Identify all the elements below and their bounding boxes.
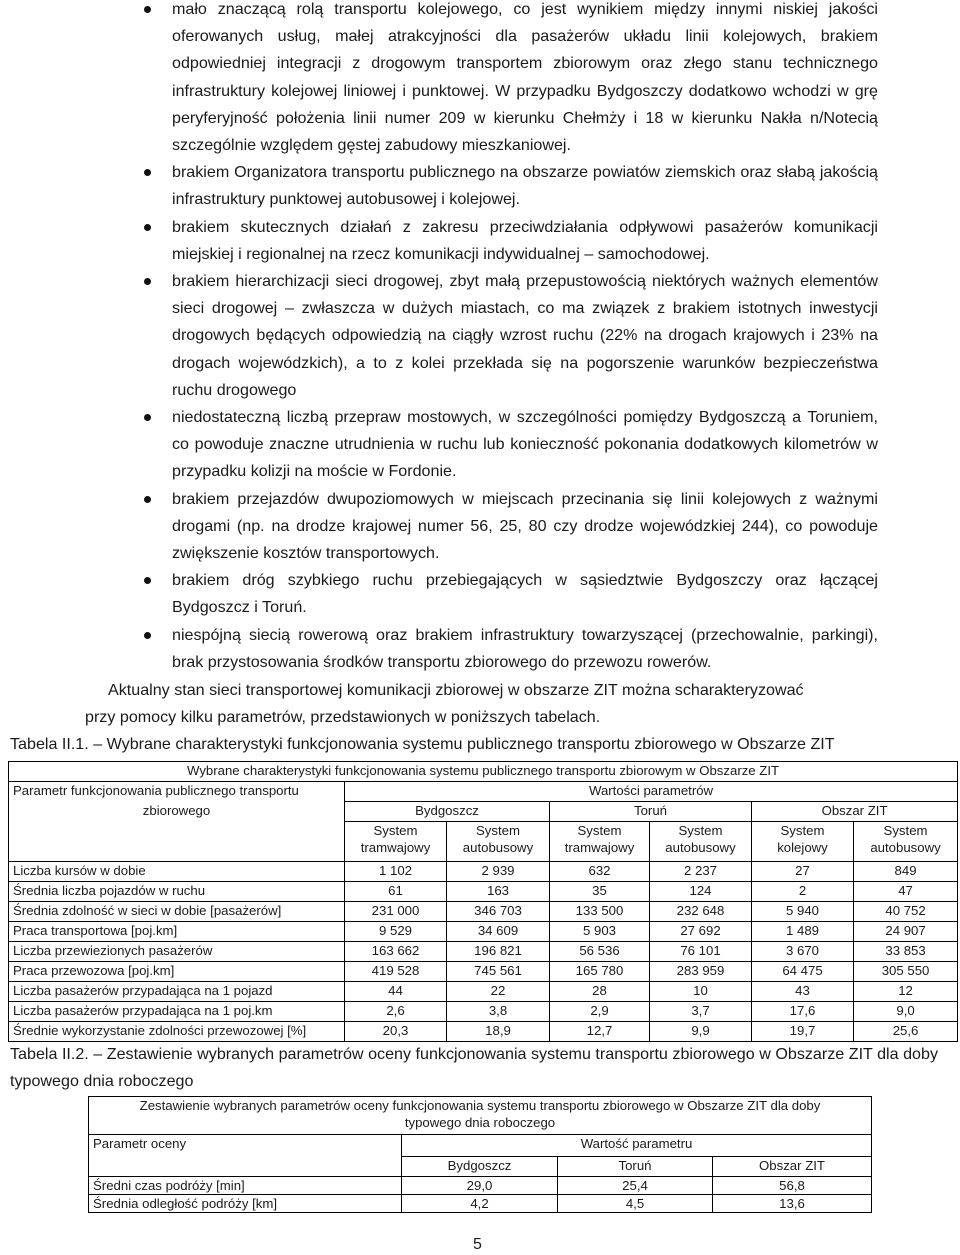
row-value: 19,7: [752, 1022, 854, 1042]
row-value: 9,0: [854, 1002, 958, 1022]
bullet-item: niedostateczną liczbą przepraw mostowych, w szczególności pomiędzy Bydgoszczą a Toruniem, co powoduje znaczne utrudnienia w ruchu lub konieczność pokonania dodatkowych kilometrów w przypadku kolizji na moście w Fordonie.: [140, 404, 878, 486]
row-value: 4,2: [402, 1195, 558, 1213]
row-value: 231 000: [345, 902, 447, 922]
row-value: 346 703: [447, 902, 550, 922]
row-value: 9,9: [650, 1022, 752, 1042]
system-word: System: [577, 823, 622, 838]
system-type: autobusowy: [462, 840, 534, 855]
row-value: 12,7: [550, 1022, 650, 1042]
row-value: 34 609: [447, 922, 550, 942]
table-row: [89, 1177, 872, 1195]
row-value: 24 907: [854, 922, 958, 942]
table-row: [9, 902, 958, 922]
table1-region: Obszar ZIT: [752, 802, 958, 822]
system-word: System: [476, 823, 520, 838]
table-evaluation-parameters: [88, 1096, 872, 1213]
system-type: autobusowy: [665, 840, 736, 855]
table2-value-header: Wartość parametru: [402, 1135, 872, 1157]
table2-title: [89, 1097, 872, 1135]
table1-system-header: [854, 822, 958, 862]
system-type: autobusowy: [870, 840, 941, 855]
row-value: 17,6: [752, 1002, 854, 1022]
row-label: Średni czas podróży [min]: [89, 1177, 402, 1195]
row-value: 13,6: [713, 1195, 872, 1213]
row-value: 76 101: [650, 942, 752, 962]
row-label: Średnia liczba pojazdów w ruchu: [9, 882, 345, 902]
table1-system-header: [550, 822, 650, 862]
system-word: System: [678, 823, 723, 838]
row-label: Średnia odległość podróży [km]: [89, 1195, 402, 1213]
table-row: [9, 1002, 958, 1022]
table2-caption: Tabela II.2. – Zestawienie wybranych parametrów oceny funkcjonowania systemu transportu zbiorowego w Obszarze ZIT dla doby typowego dnia roboczego: [10, 1045, 938, 1090]
system-word: System: [883, 823, 928, 838]
table-row: [9, 922, 958, 942]
table-row: [9, 1022, 958, 1042]
row-label: Średnie wykorzystanie zdolności przewozowej [%]: [9, 1022, 345, 1042]
table-row: [9, 982, 958, 1002]
table-row: [9, 862, 958, 882]
row-value: 3 670: [752, 942, 854, 962]
bullet-item: brakiem skutecznych działań z zakresu przeciwdziałania odpływowi pasażerów komunikacji miejskiej i regionalnej na rzecz komunikacji indywidualnej – samochodowej.: [140, 214, 878, 268]
table1-system-header: [752, 822, 854, 862]
table2-empty-cell: [89, 1157, 402, 1177]
table1-system-header: [345, 822, 447, 862]
row-value: 632: [550, 862, 650, 882]
row-value: 163 662: [345, 942, 447, 962]
table1-system-header: [447, 822, 550, 862]
row-value: 43: [752, 982, 854, 1002]
row-value: 124: [650, 882, 752, 902]
row-value: 9 529: [345, 922, 447, 942]
system-type: tramwajowy: [360, 840, 431, 855]
row-value: 27: [752, 862, 854, 882]
table2-title-line2: typowego dnia roboczego: [404, 1115, 556, 1130]
bullet-item: brakiem Organizatora transportu publicznego na obszarze powiatów ziemskich oraz słabą jakością infrastruktury punktowej autobusowej i kolejowej.: [140, 159, 878, 213]
table1-system-header: [650, 822, 752, 862]
row-value: 28: [550, 982, 650, 1002]
row-label: Liczba przewiezionych pasażerów: [9, 942, 345, 962]
row-label: Liczba pasażerów przypadająca na 1 pojazd: [9, 982, 345, 1002]
row-value: 165 780: [550, 962, 650, 982]
row-value: 12: [854, 982, 958, 1002]
row-value: 2: [752, 882, 854, 902]
row-value: 22: [447, 982, 550, 1002]
table1-param-header: Parametr funkcjonowania publicznego transportu: [9, 782, 345, 802]
row-value: 25,6: [854, 1022, 958, 1042]
row-value: 5 940: [752, 902, 854, 922]
row-value: 2,6: [345, 1002, 447, 1022]
row-value: 305 550: [854, 962, 958, 982]
table1-param-header-cont: zbiorowego: [9, 802, 345, 822]
row-value: 2 939: [447, 862, 550, 882]
table-row: [9, 942, 958, 962]
bullet-item: brakiem dróg szybkiego ruchu przebiegających w sąsiedztwie Bydgoszczy oraz łączącej Bydgoszcz i Toruń.: [140, 567, 878, 621]
row-value: 56 536: [550, 942, 650, 962]
row-value: 232 648: [650, 902, 752, 922]
table2-region: Toruń: [558, 1157, 713, 1177]
row-value: 25,4: [558, 1177, 713, 1195]
table-row: [9, 962, 958, 982]
row-value: 40 752: [854, 902, 958, 922]
table2-param-header: Parametr oceny: [89, 1135, 402, 1157]
table1-region: Toruń: [550, 802, 752, 822]
table2-title-line1: Zestawienie wybranych parametrów oceny funkcjonowania systemu transportu zbiorowego w Obszarze ZIT dla doby: [139, 1098, 821, 1113]
row-label: Średnia zdolność w sieci w dobie [pasażerów]: [9, 902, 345, 922]
row-value: 3,7: [650, 1002, 752, 1022]
row-value: 20,3: [345, 1022, 447, 1042]
row-value: 4,5: [558, 1195, 713, 1213]
row-value: 849: [854, 862, 958, 882]
row-value: 1 489: [752, 922, 854, 942]
row-label: Praca przewozowa [poj.km]: [9, 962, 345, 982]
paragraph-line-1: Aktualny stan sieci transportowej komunikacji zbiorowej w obszarze ZIT można scharakteryzować: [108, 681, 804, 699]
row-value: 196 821: [447, 942, 550, 962]
table1-region: Bydgoszcz: [345, 802, 550, 822]
row-value: 29,0: [402, 1177, 558, 1195]
page-number: 5: [473, 1236, 482, 1253]
table-row: [89, 1195, 872, 1213]
row-value: 56,8: [713, 1177, 872, 1195]
row-value: 44: [345, 982, 447, 1002]
bullet-item: brakiem hierarchizacji sieci drogowej, zbyt małą przepustowością niektórych ważnych elementów sieci drogowej – zwłaszcza w dużych miastach, co ma związek z brakiem istotnych inwestycji drogowych będących odpowiedzią na ciągły wzrost ruchu (22% na drogach krajowych i 23% na drogach wojewódzkich), a to z kolei przekłada się na pogorszenie warunków bezpieczeństwa ruchu drogowego: [140, 268, 878, 404]
row-value: 18,9: [447, 1022, 550, 1042]
row-value: 3,8: [447, 1002, 550, 1022]
row-value: 419 528: [345, 962, 447, 982]
row-value: 5 903: [550, 922, 650, 942]
row-value: 27 692: [650, 922, 752, 942]
row-value: 745 561: [447, 962, 550, 982]
system-type: tramwajowy: [564, 840, 635, 855]
row-value: 61: [345, 882, 447, 902]
table-row: [9, 882, 958, 902]
table1-empty-cell: [9, 822, 345, 862]
row-label: Liczba kursów w dobie: [9, 862, 345, 882]
row-value: 47: [854, 882, 958, 902]
row-value: 163: [447, 882, 550, 902]
bullet-item: mało znaczącą rolą transportu kolejowego, co jest wynikiem między innymi niskiej jakości oferowanych usług, małej atrakcyjności dla pasażerów układu linii kolejowych, brakiem odpowiedniej integracji z drogowym transportem zbiorowym oraz złego stanu technicznego infrastruktury kolejowej liniowej i punktowej. W przypadku Bydgoszczy dodatkowo wchodzi w grę peryferyjność położenia linii numer 209 w kierunku Chełmży i 18 w kierunku Nakła n/Notecią szczególnie względem gęstej zabudowy mieszkaniowej.: [140, 0, 878, 159]
table1-caption: Tabela II.1. – Wybrane charakterystyki funkcjonowania systemu publicznego transportu zbiorowego w Obszarze ZIT: [10, 735, 835, 753]
system-type: kolejowy: [777, 840, 828, 855]
row-value: 64 475: [752, 962, 854, 982]
bullet-item: niespójną siecią rowerową oraz brakiem infrastruktury towarzyszącej (przechowalnie, parkingi), brak przystosowania środków transportu zbiorowego do przewozu rowerów.: [140, 622, 878, 676]
row-value: 2 237: [650, 862, 752, 882]
table1-title: Wybrane charakterystyki funkcjonowania systemu publicznego transportu zbiorowym w Obszarze ZIT: [9, 762, 958, 782]
table1-values-header: Wartości parametrów: [345, 782, 958, 802]
row-value: 283 959: [650, 962, 752, 982]
row-label: Praca transportowa [poj.km]: [9, 922, 345, 942]
bullet-list: [140, 0, 878, 676]
table2-region: Bydgoszcz: [402, 1157, 558, 1177]
row-value: 2,9: [550, 1002, 650, 1022]
table-transport-characteristics: [8, 761, 958, 1042]
paragraph-line-2: przy pomocy kilku parametrów, przedstawionych w poniższych tabelach.: [85, 708, 601, 726]
row-value: 133 500: [550, 902, 650, 922]
system-word: System: [780, 823, 825, 838]
row-value: 10: [650, 982, 752, 1002]
row-label: Liczba pasażerów przypadająca na 1 poj.km: [9, 1002, 345, 1022]
row-value: 33 853: [854, 942, 958, 962]
bullet-item: brakiem przejazdów dwupoziomowych w miejscach przecinania się linii kolejowych z ważnymi drogami (np. na drodze krajowej numer 56, 25, 80 czy drodze wojewódzkiej 244), co powoduje zwiększenie kosztów transportowych.: [140, 486, 878, 568]
row-value: 35: [550, 882, 650, 902]
row-value: 1 102: [345, 862, 447, 882]
table2-region: Obszar ZIT: [713, 1157, 872, 1177]
system-word: System: [373, 823, 418, 838]
